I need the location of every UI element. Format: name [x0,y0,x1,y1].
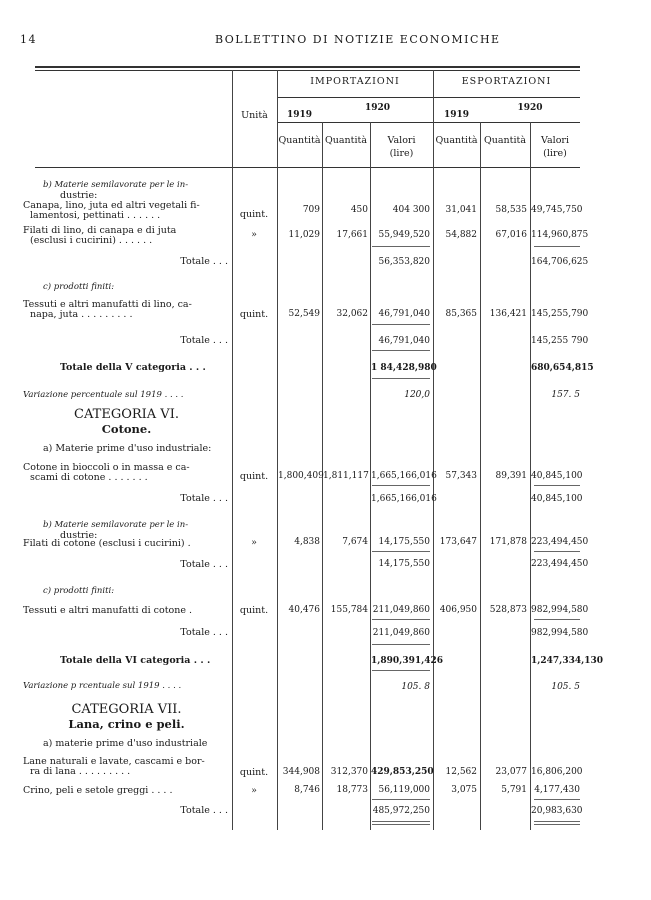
cell-exp-val: 1,247,334,130 [531,656,604,666]
row-unit: quint. [239,605,269,616]
row-label: Tessuti e altri manufatti di cotone . [23,605,193,616]
section-label: a) Materie prime d'uso industriale: [43,443,212,454]
header-values-exp: Valori [541,135,569,146]
cell-exp-q1920: 58,535 [495,205,527,215]
sum-rule-double [372,824,430,825]
sum-rule [372,350,430,351]
cell-exp-val: 982,994,580 [531,605,589,615]
cell-imp-val: 1,665,166,016 [371,471,437,481]
header-qty-1920-imp: Quantità [324,135,368,146]
cell-imp-q1920: 17,661 [336,230,368,240]
row-label: Cotone in bioccoli o in massa e ca- [23,462,190,473]
category-total-label: Totale della V categoria . . . [60,362,206,373]
subtotal-label: Totale . . . [180,805,228,816]
cell-exp-val: 145,255,790 [531,309,589,319]
subtotal-label: Totale . . . [180,559,228,570]
header-imports: IMPORTAZIONI [310,76,400,87]
cell-exp-q1920: 5,791 [501,785,527,795]
cell-imp-q1919: 11,029 [288,230,320,240]
cell-imp-val: 105. 8 [401,682,430,692]
header-exports: ESPORTAZIONI [461,76,552,87]
sum-rule-double [534,824,580,825]
sum-rule [372,378,430,379]
category-subtitle [23,422,230,437]
category-title: CATEGORIA VI. [74,407,179,422]
cell-imp-val: 429,853,250 [371,767,434,777]
section-label: c) prodotti finiti: [43,282,115,292]
cell-imp-val: 211,049,860 [372,605,430,615]
row-label: Filati di cotone (esclusi i cucirini) . [23,538,191,549]
section-label: a) materie prime d'uso industriale [43,738,208,749]
sum-rule [534,821,580,822]
cell-exp-q1919: 173,647 [439,537,477,547]
header-lire-exp: (lire) [543,148,567,159]
cell-imp-val: 211,049,860 [372,628,430,638]
header-bottom-rule [35,167,580,168]
cell-imp-val: 46,791,040 [378,309,430,319]
sum-rule [372,619,430,620]
cell-exp-q1919: 31,041 [445,205,477,215]
year-1920-exports: 1920 [517,103,543,113]
cell-exp-val: 16,806,200 [531,767,583,777]
row-label: lamentosi, pettinati . . . . . . [30,210,161,221]
cell-imp-val: 485,972,250 [372,806,430,816]
sum-rule [372,644,430,645]
subtotal-label: Totale . . . [180,335,228,346]
sum-rule [534,551,580,552]
row-unit: » [251,785,257,796]
cell-exp-q1920: 528,873 [489,605,527,615]
row-unit: quint. [239,309,269,320]
category-subtitle-text: Cotone. [101,422,152,436]
cell-exp-val: 680,654,815 [531,363,594,373]
cell-exp-val: 105. 5 [551,682,580,692]
cell-imp-q1919: 709 [302,205,320,215]
cell-imp-q1920: 155,784 [330,605,368,615]
cell-imp-q1919: 8,746 [294,785,320,795]
cell-imp-val: 14,175,550 [378,537,430,547]
sum-rule [534,485,580,486]
row-label: ra di lana . . . . . . . . . [30,766,131,777]
cell-exp-val: 982,994,580 [531,628,589,638]
sum-rule [534,246,580,247]
cell-exp-val: 4,177,430 [534,785,580,795]
col-divider-exports [433,70,434,830]
cell-exp-val: 114,960,875 [531,230,589,240]
category-subtitle [23,717,230,732]
section-label: dustrie: [60,190,98,201]
section-label: b) Materie semilavorate per le in- [43,180,189,190]
row-label: Lane naturali e lavate, cascami e bor- [23,756,205,767]
cell-imp-q1920: 1,811,117 [323,471,369,481]
sum-rule [372,670,430,671]
page-number: 14 [20,33,37,46]
cell-exp-val: 145,255 790 [531,336,589,346]
row-unit: » [251,537,257,548]
cell-exp-q1919: 12,562 [445,767,477,777]
cell-imp-val: 1,890,391,426 [371,656,444,666]
header-qty-1919-exp: Quantità [435,135,478,146]
cell-imp-q1920: 18,773 [336,785,368,795]
cell-exp-val: 49,745,750 [531,205,583,215]
cell-exp-val: 164,706,625 [531,257,589,267]
cell-exp-val: 223,494,450 [531,537,589,547]
header-values-imp: Valori [387,135,416,146]
variation-label: Variazione p rcentuale sul 1919 . . . . [23,681,182,691]
cell-imp-val: 55,949,520 [378,230,430,240]
row-label: Tessuti e altri manufatti di lino, ca- [23,299,192,310]
group-header-rule [277,97,580,98]
subtotal-label: Totale . . . [180,493,228,504]
table-top-rule-2 [35,70,580,71]
row-unit: » [251,229,257,240]
cell-imp-val: 46,791,040 [378,336,430,346]
cell-exp-q1920: 171,878 [489,537,527,547]
variation-label: Variazione percentuale sul 1919 . . . . [23,390,184,400]
category-subtitle-text: Lana, crino e peli. [68,717,185,731]
cell-imp-val: 14,175,550 [378,559,430,569]
cell-imp-q1920: 312,370 [330,767,368,777]
row-label: napa, juta . . . . . . . . . [30,309,133,320]
cell-exp-val: 40,845,100 [531,471,583,481]
year-1920-imports: 1920 [364,103,391,113]
sum-rule [372,485,430,486]
table-top-rule [35,66,580,68]
cell-exp-q1920: 23,077 [495,767,527,777]
cell-exp-q1920: 136,421 [489,309,527,319]
sum-rule [372,799,430,800]
cell-imp-q1919: 344,908 [282,767,320,777]
cell-exp-val: 223,494,450 [531,559,589,569]
cell-imp-q1919: 1,800,409 [278,471,324,481]
running-title: BOLLETTINO DI NOTIZIE ECONOMICHE [215,33,501,46]
cell-imp-q1920: 450 [350,205,368,215]
cell-imp-val: 1 84,428,980 [371,363,437,373]
header-unit: Unità [241,110,268,121]
row-unit: quint. [239,471,269,482]
col-divider-imports [277,70,278,830]
cell-imp-val: 1,665,166,016 [371,494,437,504]
sum-rule [534,619,580,620]
cell-exp-val: 20,983,630 [531,806,583,816]
cell-imp-val: 120,0 [404,390,430,400]
row-label: scami di cotone . . . . . . . [30,472,148,483]
cell-imp-q1919: 40,476 [288,605,320,615]
sum-rule [372,324,430,325]
cell-exp-val: 40,845,100 [531,494,583,504]
sum-rule [534,799,580,800]
cell-imp-q1920: 32,062 [336,309,368,319]
cell-exp-q1919: 85,365 [445,309,477,319]
cell-exp-q1919: 3,075 [451,785,477,795]
section-label: c) prodotti finiti: [43,586,115,596]
cell-imp-val: 404 300 [392,205,430,215]
cell-imp-q1919: 4,838 [294,537,320,547]
cell-exp-q1920: 89,391 [495,471,527,481]
row-label: Canapa, lino, juta ed altri vegetali fi- [23,200,200,211]
row-label: Crino, peli e setole greggi . . . . [23,785,173,796]
row-label: (esclusi i cucirini) . . . . . . [30,235,153,246]
section-label: b) Materie semilavorate per le in- [43,520,189,530]
header-qty-1919-imp: Quantità [278,135,321,146]
category-total-label: Totale della VI categoria . . . [60,655,211,666]
year-1919-exports: 1919 [443,110,470,120]
row-unit: quint. [239,209,269,220]
subtotal-label: Totale . . . [180,627,228,638]
header-qty-1920-exp: Quantità [483,135,527,146]
cell-imp-val: 56,353,820 [378,257,430,267]
cell-exp-q1919: 406,950 [439,605,477,615]
sum-rule [372,821,430,822]
sum-rule [372,246,430,247]
cell-exp-q1920: 67,016 [495,230,527,240]
sum-rule [372,551,430,552]
cell-imp-val: 56,119,000 [378,785,430,795]
subtotal-label: Totale . . . [180,256,228,267]
row-unit: quint. [239,767,269,778]
cell-imp-q1919: 52,549 [288,309,320,319]
cell-imp-q1920: 7,674 [342,537,368,547]
cell-exp-val: 157. 5 [551,390,580,400]
row-label: Filati di lino, di canapa e di juta [23,225,177,236]
cell-exp-q1919: 57,343 [445,471,477,481]
header-lire-imp: (lire) [389,148,414,159]
year-1919-imports: 1919 [286,110,313,120]
cell-exp-q1919: 54,882 [445,230,477,240]
section-label: dustrie: [60,530,98,541]
category-title: CATEGORIA VII. [71,702,182,717]
